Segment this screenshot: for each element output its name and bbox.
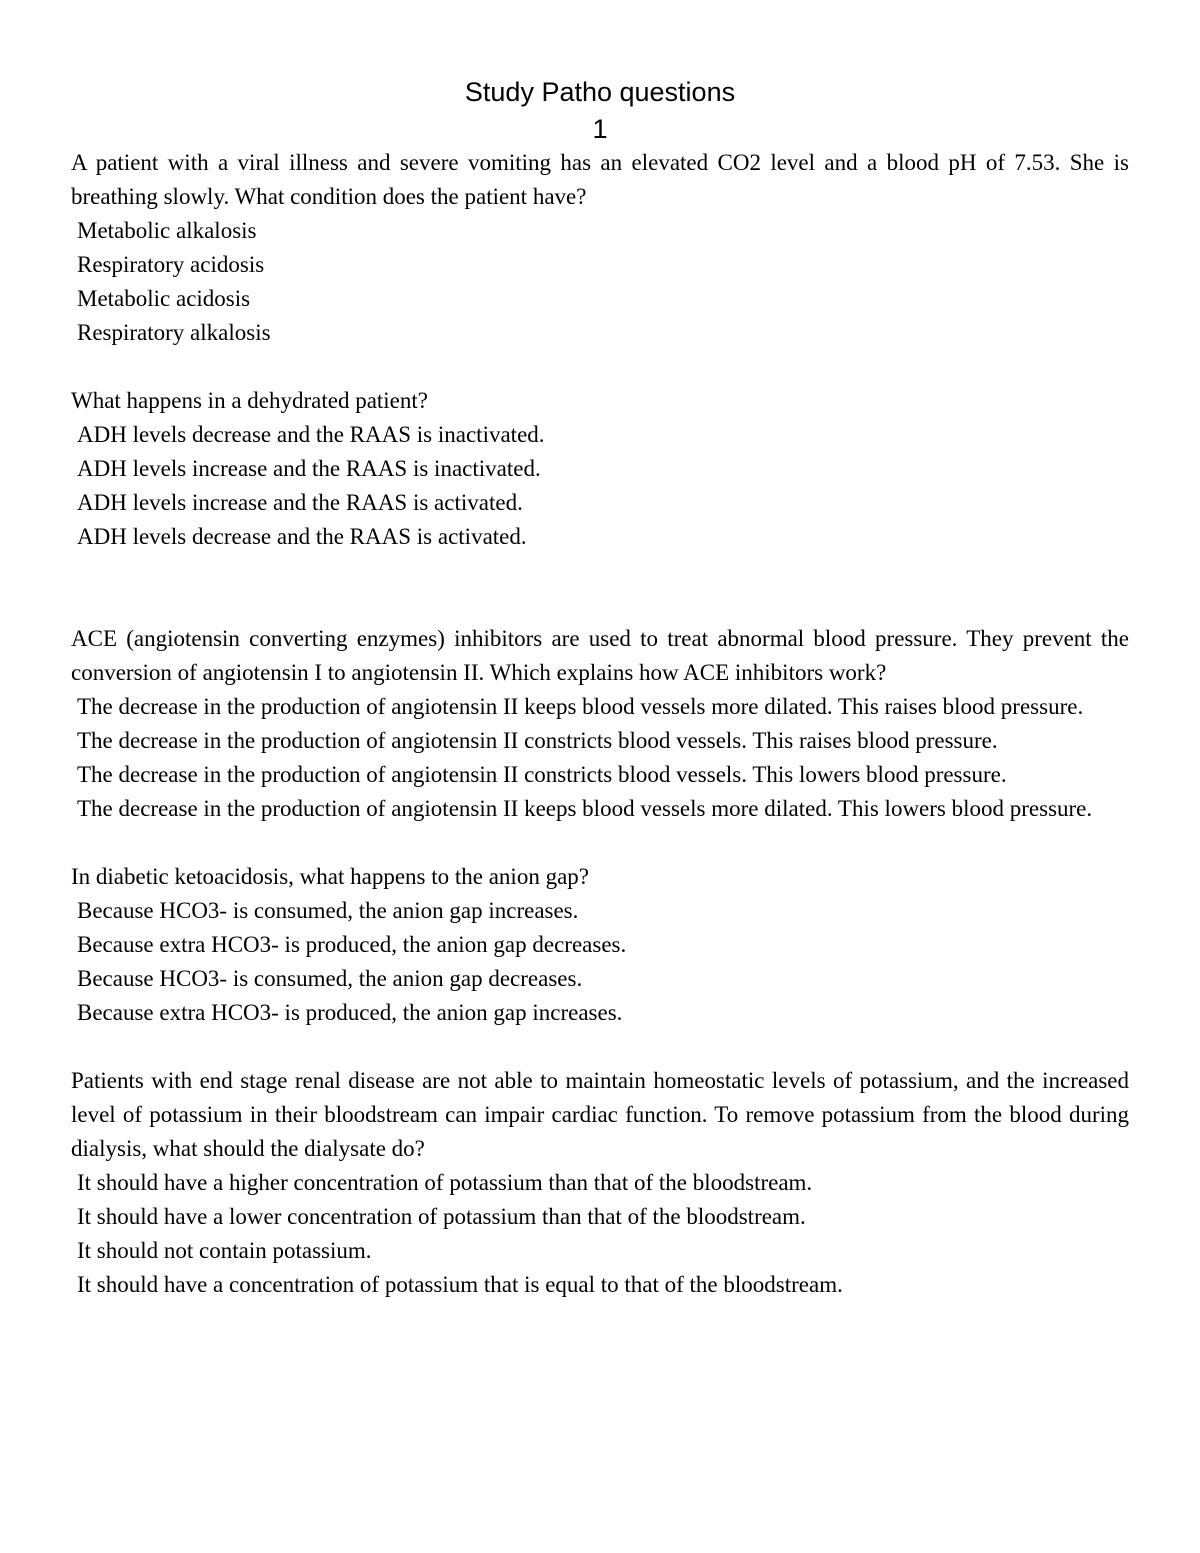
answer-option: Respiratory acidosis bbox=[77, 252, 265, 277]
blank-line bbox=[71, 350, 1129, 384]
answer-option: The decrease in the production of angiotensin II keeps blood vessels more dilated. This lowers blood pressure. bbox=[77, 796, 1093, 821]
question-prompt: ACE (angiotensin converting enzymes) inhibitors are used to treat abnormal blood pressure. They prevent the conversion of angiotensin I to angiotensin II. Which explains how ACE inhibitors work? bbox=[71, 626, 1129, 685]
page-number: 1 bbox=[592, 114, 608, 144]
blank-line bbox=[71, 1030, 1129, 1064]
answer-option: Because HCO3- is consumed, the anion gap decreases. bbox=[77, 966, 583, 991]
answer-option: The decrease in the production of angiotensin II constricts blood vessels. This raises blood pressure. bbox=[77, 728, 998, 753]
blank-line bbox=[71, 826, 1129, 860]
question-prompt: Patients with end stage renal disease are not able to maintain homeostatic levels of potassium, and the increased level of potassium in their bloodstream can impair cardiac function. To remove potassium from the blood during dialysis, what should the dialysate do? bbox=[71, 1068, 1129, 1161]
answer-option: Because extra HCO3- is produced, the anion gap increases. bbox=[77, 1000, 623, 1025]
answer-option: Because extra HCO3- is produced, the anion gap decreases. bbox=[77, 932, 627, 957]
blank-line bbox=[71, 554, 1129, 622]
answer-option: It should not contain potassium. bbox=[77, 1238, 372, 1263]
page-title: Study Patho questions bbox=[464, 77, 736, 107]
answer-option: The decrease in the production of angiotensin II constricts blood vessels. This lowers blood pressure. bbox=[77, 762, 1007, 787]
answer-option: ADH levels increase and the RAAS is inactivated. bbox=[77, 456, 541, 481]
answer-option: ADH levels decrease and the RAAS is activated. bbox=[77, 524, 527, 549]
question-prompt: In diabetic ketoacidosis, what happens to the anion gap? bbox=[71, 864, 589, 889]
answer-option: ADH levels decrease and the RAAS is inactivated. bbox=[77, 422, 545, 447]
question-prompt: What happens in a dehydrated patient? bbox=[71, 388, 428, 413]
answer-option: Respiratory alkalosis bbox=[77, 320, 271, 345]
question-prompt: A patient with a viral illness and severe vomiting has an elevated CO2 level and a blood pH of 7.53. She is breathing slowly. What condition does the patient have? bbox=[71, 150, 1129, 209]
answer-option: The decrease in the production of angiotensin II keeps blood vessels more dilated. This raises blood pressure. bbox=[77, 694, 1084, 719]
answer-option: Because HCO3- is consumed, the anion gap increases. bbox=[77, 898, 579, 923]
answer-option: ADH levels increase and the RAAS is activated. bbox=[77, 490, 523, 515]
document-page bbox=[71, 72, 1129, 1302]
answer-option: Metabolic alkalosis bbox=[77, 218, 257, 243]
answer-option: It should have a lower concentration of potassium than that of the bloodstream. bbox=[77, 1204, 806, 1229]
answer-option: It should have a concentration of potassium that is equal to that of the bloodstream. bbox=[77, 1272, 843, 1297]
answer-option: Metabolic acidosis bbox=[77, 286, 251, 311]
answer-option: It should have a higher concentration of potassium than that of the bloodstream. bbox=[77, 1170, 813, 1195]
